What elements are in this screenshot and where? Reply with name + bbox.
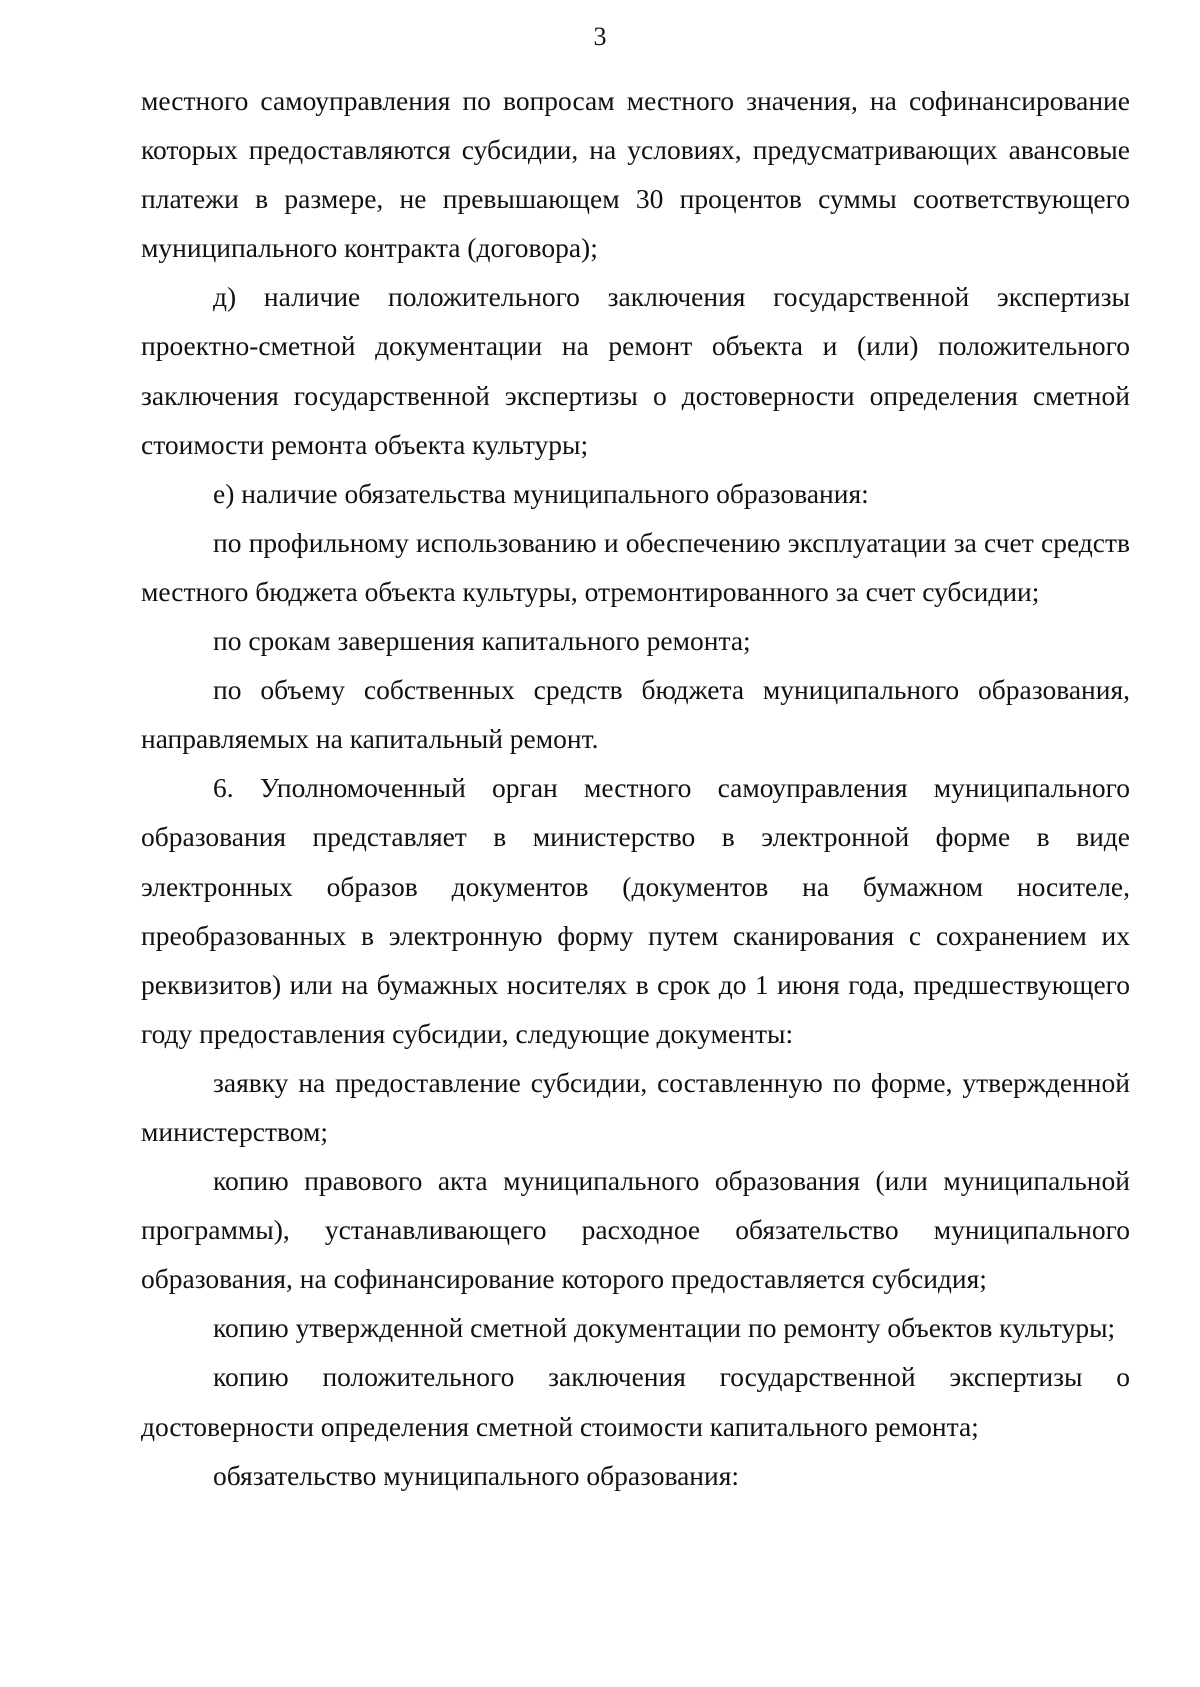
paragraph-obligation-funds: по объему собственных средств бюджета муниципального образования, направляемых на капитальный ремонт.	[141, 674, 1130, 755]
paragraph-application: заявку на предоставление субсидии, составленную по форме, утвержденной министерством;	[141, 1066, 1130, 1147]
document-body	[141, 76, 1130, 1500]
paragraph-obligation-deadlines: по срокам завершения капитального ремонта;	[213, 625, 751, 657]
paragraph-obligation-use: по профильному использованию и обеспечению эксплуатации за счет средств местного бюджета объекта культуры, отремонтированного за счет субсидии;	[141, 526, 1130, 607]
paragraph-item-e: е) наличие обязательства муниципального образования:	[213, 477, 869, 509]
paragraph-item-6: 6. Уполномоченный орган местного самоуправления муниципального образования представляет в министерство в электронной форме в виде электронных образов документов (документов на бумажном носителе, преобразованных в электронную форму путем сканирования с сохранением их реквизитов) или на бумажных носителях в срок до 1 июня года, предшествующего году предоставления субсидии, следующие документы:	[141, 772, 1130, 1049]
paragraph-obligation-heading: обязательство муниципального образования:	[213, 1459, 740, 1491]
page-number: 3	[593, 22, 607, 51]
paragraph-continuation: местного самоуправления по вопросам местного значения, на софинансирование которых предоставляются субсидии, на условиях, предусматривающих авансовые платежи в размере, не превышающем 30 процентов суммы соответствующего муниципального контракта (договора);	[141, 85, 1130, 264]
paragraph-item-d: д) наличие положительного заключения государственной экспертизы проектно-сметной документации на ремонт объекта и (или) положительного заключения государственной экспертизы о достоверности определения сметной стоимости ремонта объекта культуры;	[141, 281, 1130, 460]
paragraph-estimate-copy: копию утвержденной сметной документации по ремонту объектов культуры;	[213, 1312, 1116, 1344]
paragraph-legal-act-copy: копию правового акта муниципального образования (или муниципальной программы), устанавливающего расходное обязательство муниципального образования, на софинансирование которого предоставляется субсидия;	[141, 1165, 1130, 1295]
paragraph-expertise-copy: копию положительного заключения государственной экспертизы о достоверности определения сметной стоимости капитального ремонта;	[141, 1361, 1130, 1442]
